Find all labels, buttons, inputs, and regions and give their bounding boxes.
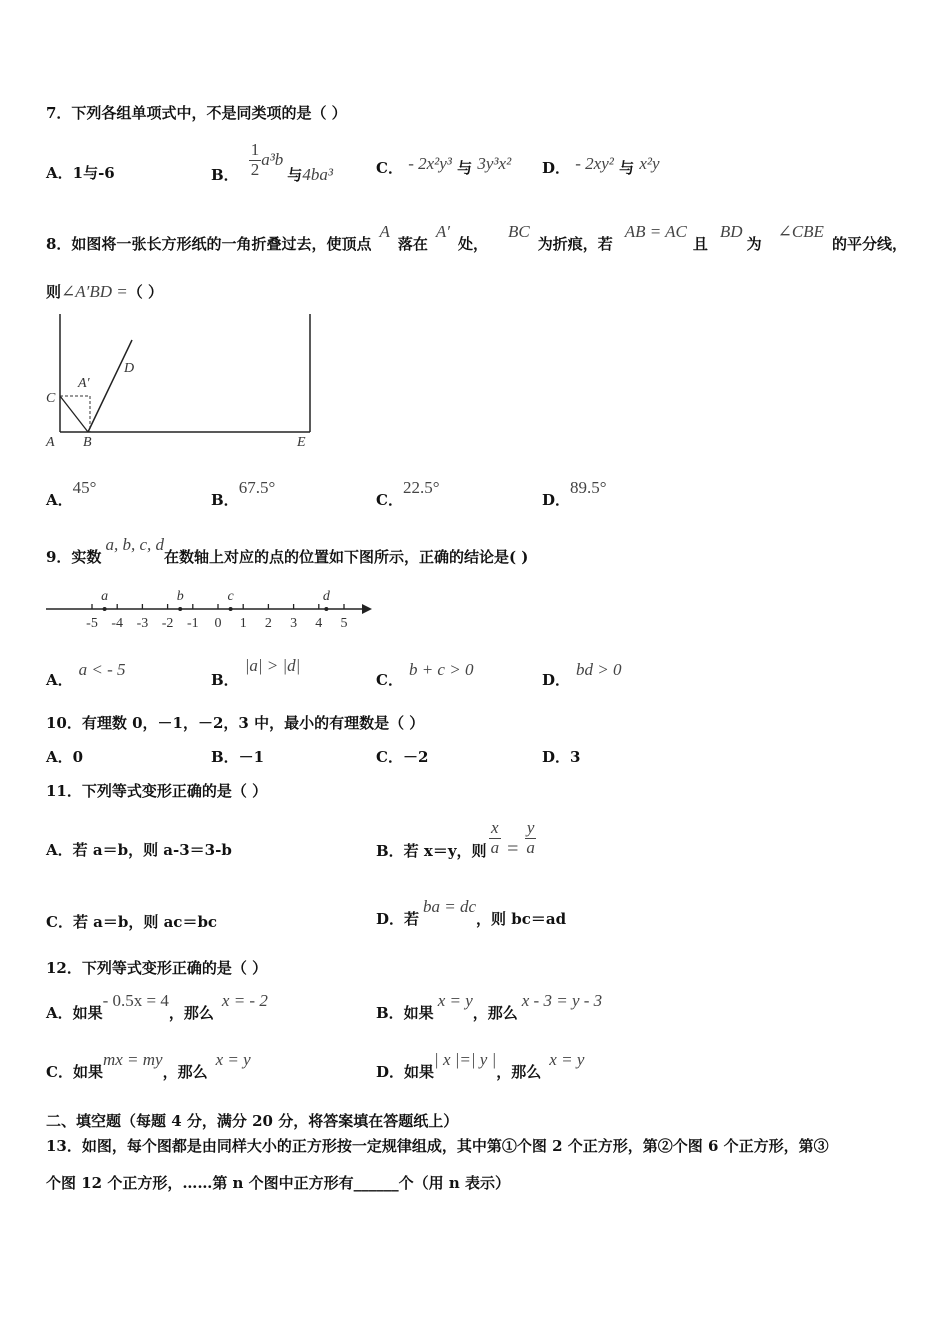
q9-option-d-expr: bd > 0 <box>576 660 622 679</box>
q8-stem-p5: 且 <box>692 235 708 253</box>
q8-stem-m2: A′ <box>435 222 450 241</box>
q8-figure-label-a-prime: A′ <box>78 376 90 391</box>
q8-figure-label-c: C <box>46 391 56 406</box>
q12-option-c-m2: x = y <box>215 1050 251 1069</box>
q9-point-d <box>324 607 328 611</box>
q7-option-d-label: D． <box>542 159 571 177</box>
q11-frac-left-den: a <box>490 838 500 857</box>
q8-option-b-label: B． <box>211 491 239 509</box>
q8-stem <box>46 222 907 260</box>
q7-option-d[interactable] <box>542 154 660 178</box>
q9-point-label-a: a <box>101 589 109 604</box>
q9-tick-label: -5 <box>86 616 98 631</box>
q8-stem-p1: 8．如图将一张长方形纸的一角折叠过去，使顶点 <box>46 235 372 253</box>
q8-stem-m4: AB = AC <box>624 222 687 241</box>
q11-frac-right-den: a <box>526 838 535 857</box>
q7-option-b-with: 与 <box>287 166 303 184</box>
q8-figure-label-b: B <box>83 435 92 450</box>
q8-stem-line2 <box>46 281 163 302</box>
q13-line2: 个图 12 个正方形，……第 n 个图中正方形有______个（用 n 表示） <box>46 1174 511 1192</box>
q7-option-a[interactable] <box>46 162 115 183</box>
q8-stem-m1: A <box>379 222 390 241</box>
q9-option-c-expr: b + c > 0 <box>408 660 474 679</box>
q9-option-b-label: B． <box>211 671 239 689</box>
q8-stem-p7: 的平分线， <box>831 235 907 253</box>
q12-option-b[interactable] <box>376 991 602 1023</box>
q9-point-a <box>103 607 107 611</box>
q10-option-a[interactable]: A．0 <box>46 748 84 766</box>
q9-option-c-label: C． <box>376 671 403 689</box>
q8-option-d-label: D． <box>542 491 571 509</box>
q9-point-label-d: d <box>322 589 330 604</box>
q7-option-c-expr1: - 2x²y³ <box>408 154 452 173</box>
q11-option-d[interactable] <box>376 897 566 929</box>
q9-tick-label: 0 <box>214 616 222 631</box>
q7-option-b-fraction <box>249 141 262 179</box>
q8-option-a-value: 45° <box>72 478 97 497</box>
q7-option-a-text: 1与-6 <box>72 164 115 182</box>
q7-option-b-fraction-num: 1 <box>250 140 260 160</box>
q8-option-b-value: 67.5° <box>238 478 276 497</box>
q9-point-label-c: c <box>227 589 234 604</box>
q12-option-b-m2: x - 3 = y - 3 <box>521 991 603 1010</box>
q8-option-c-value: 22.5° <box>402 478 440 497</box>
q11-option-d-math: ba = dc <box>423 897 477 916</box>
q8-line2-prefix: 则 <box>46 283 62 301</box>
q8-figure-line-bd <box>88 340 135 432</box>
q12-option-a-m2: x = - 2 <box>221 991 268 1010</box>
q8-stem-m5: BD <box>719 222 743 241</box>
q8-option-a-label: A． <box>46 491 73 509</box>
q8-option-b[interactable] <box>211 478 275 510</box>
q12-option-c-m1: mx = my <box>102 1050 163 1069</box>
q9-option-d-label: D． <box>542 671 571 689</box>
q8-figure-label-e: E <box>297 435 306 450</box>
q11-option-b-prefix: B．若 x＝y，则 <box>376 842 487 860</box>
q12-option-c-mid: ，那么 <box>162 1063 208 1081</box>
q9-tick-label: -4 <box>111 616 124 631</box>
q9-point-b <box>178 607 182 611</box>
q11-stem: 11．下列等式变形正确的是（ ） <box>46 782 268 800</box>
q12-stem: 12．下列等式变形正确的是（ ） <box>46 959 268 977</box>
q9-option-b[interactable] <box>211 656 301 689</box>
q8-stem-m3: BC <box>507 222 530 241</box>
q9-tick-label: 3 <box>290 616 298 631</box>
q9-tick-label: -3 <box>136 616 149 631</box>
q12-option-d-prefix: D．如果 <box>376 1063 435 1081</box>
q9-tick-label: -2 <box>161 616 174 631</box>
q12-option-c[interactable] <box>46 1050 251 1082</box>
q11-option-b-fraction-left <box>489 819 502 857</box>
q9-tick-label: 4 <box>315 616 323 631</box>
q11-option-d-suffix: ，则 bc＝ad <box>476 910 567 928</box>
q9-tick-label: -1 <box>186 616 199 631</box>
q7-option-c-expr2: 3y³x² <box>477 154 512 173</box>
q9-number-line <box>40 585 380 635</box>
q11-frac-right-num: y <box>526 818 535 838</box>
q9-option-d[interactable] <box>542 660 622 689</box>
q12-option-b-prefix: B．如果 <box>376 1004 434 1022</box>
q7-option-b-expr: a³b <box>261 149 284 169</box>
q9-option-b-expr: |a| > |d| <box>244 656 301 675</box>
q9-option-a-label: A． <box>46 671 73 689</box>
q11-option-a[interactable]: A．若 a＝b，则 a-3＝3-b <box>46 841 232 859</box>
q8-stem-p3: 处， <box>457 235 488 253</box>
q12-option-d-m1: | x |=| y | <box>434 1050 497 1069</box>
q7-option-d-expr2: x²y <box>639 154 660 173</box>
q8-option-d[interactable] <box>542 478 607 510</box>
q8-option-a[interactable] <box>46 478 96 510</box>
q9-stem-p1: 9．实数 <box>46 548 102 566</box>
q9-stem-p2: 在数轴上对应的点的位置如下图所示，正确的结论是( ) <box>163 548 529 566</box>
q12-option-a-m1: - 0.5x = 4 <box>102 991 169 1010</box>
q9-option-a[interactable] <box>46 660 126 689</box>
q10-stem: 10．有理数 0，－1，－2，3 中，最小的有理数是（ ） <box>46 714 425 732</box>
q9-stem <box>46 535 528 569</box>
q8-fold-figure <box>40 310 330 455</box>
q11-option-b-equals: = <box>507 838 519 860</box>
q8-stem-p4: 为折痕，若 <box>537 235 613 253</box>
q8-stem-p6: 为 <box>746 235 762 253</box>
q9-option-c[interactable] <box>376 660 474 689</box>
q8-figure-label-d: D <box>124 361 135 376</box>
q9-option-a-expr: a < - 5 <box>78 660 126 679</box>
q7-stem: 7．下列各组单项式中，不是同类项的是（ ） <box>46 104 347 122</box>
q7-option-a-label: A． <box>46 164 73 182</box>
q12-option-d-mid: ，那么 <box>496 1063 542 1081</box>
q8-figure-label-a: A <box>46 435 55 450</box>
q8-option-c-label: C． <box>376 491 403 509</box>
q12-option-a-mid: ，那么 <box>168 1004 214 1022</box>
q7-option-c-label: C． <box>376 159 403 177</box>
q7-option-b-expr2: 4ba³ <box>302 164 333 184</box>
q9-tick-label: 5 <box>340 616 348 631</box>
q10-option-c[interactable]: C．－2 <box>376 748 429 766</box>
q8-figure-crease-cb <box>60 396 88 432</box>
q7-option-d-with: 与 <box>619 159 635 177</box>
q7-option-c-with: 与 <box>457 159 473 177</box>
q13-line1: 13．如图，每个图都是由同样大小的正方形按一定规律组成，其中第①个图 2 个正方形，第②个图 6 个正方形，第③ <box>46 1137 829 1155</box>
q8-option-d-value: 89.5° <box>570 478 607 497</box>
q8-line2-math: ∠A′BD = <box>61 282 128 301</box>
q12-option-a[interactable] <box>46 991 268 1023</box>
q8-stem-m6: ∠CBE <box>777 222 824 241</box>
q10-option-d[interactable]: D．3 <box>542 748 581 766</box>
q7-option-b-fraction-den: 2 <box>250 160 260 179</box>
q11-option-c[interactable]: C．若 a＝b，则 ac＝bc <box>46 913 218 931</box>
q9-stem-m1: a, b, c, d <box>105 535 164 554</box>
q7-option-d-expr1: - 2xy² <box>575 154 614 173</box>
q9-tick-label: 2 <box>264 616 272 631</box>
q9-tick-label: 1 <box>239 616 247 631</box>
q12-option-b-mid: ，那么 <box>472 1004 518 1022</box>
q8-line2-suffix: （ ） <box>127 283 163 301</box>
q7-option-b[interactable] <box>211 136 333 185</box>
q8-stem-p2: 落在 <box>397 235 428 253</box>
q7-option-b-label: B． <box>211 166 239 184</box>
section2-heading: 二、填空题（每题 4 分，满分 20 分，将答案填在答题纸上） <box>46 1112 459 1130</box>
q11-option-d-prefix: D．若 <box>376 910 420 928</box>
q12-option-d[interactable] <box>376 1050 584 1082</box>
q12-option-b-m1: x = y <box>437 991 473 1010</box>
q10-option-b[interactable]: B．－1 <box>211 748 265 766</box>
q9-point-label-b: b <box>176 589 184 604</box>
q9-axis-arrow <box>362 604 372 614</box>
q11-frac-left-num: x <box>491 818 499 838</box>
q11-option-b[interactable] <box>376 816 537 861</box>
q12-option-c-prefix: C．如果 <box>46 1063 103 1081</box>
q12-option-a-prefix: A．如果 <box>46 1004 103 1022</box>
q9-point-c <box>229 607 233 611</box>
q8-option-c[interactable] <box>376 478 440 510</box>
q7-option-c[interactable] <box>376 154 512 178</box>
q11-option-b-fraction-right <box>524 819 537 857</box>
q12-option-d-m2: x = y <box>549 1050 585 1069</box>
